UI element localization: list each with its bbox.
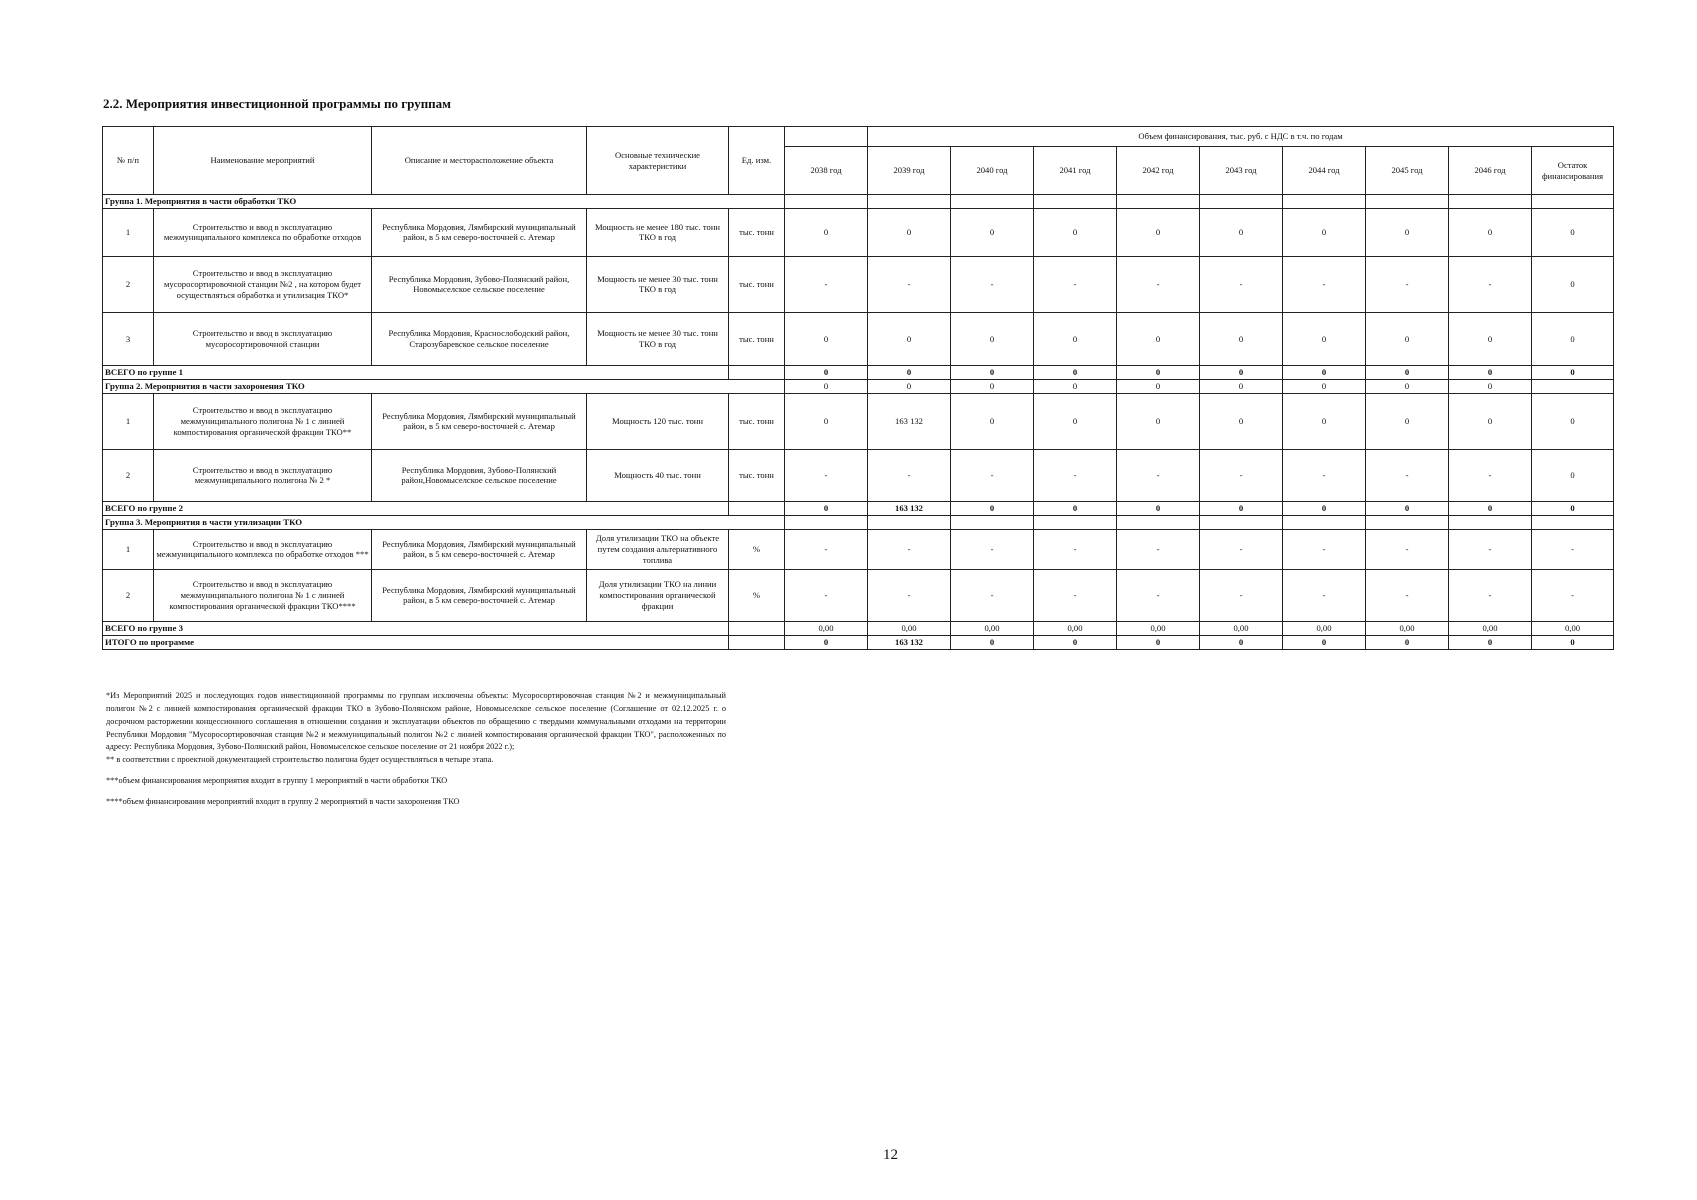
grand-total-value-cell: 0 (1283, 635, 1366, 649)
value-cell: - (1449, 529, 1532, 569)
grand-total-row (103, 635, 1614, 649)
row-number: 2 (103, 569, 154, 621)
object-location: Республика Мордовия, Краснослободский район, Старозубаревское сельское поселение (372, 312, 587, 365)
group-value-cell (785, 515, 868, 529)
total-value-cell: 0 (1283, 365, 1366, 379)
value-cell: 0 (1034, 312, 1117, 365)
value-cell: - (1200, 256, 1283, 312)
value-cell: - (1366, 256, 1449, 312)
value-cell: - (1200, 529, 1283, 569)
group-value-cell (1200, 515, 1283, 529)
row-number: 1 (103, 393, 154, 449)
value-cell: - (1449, 256, 1532, 312)
group-value-cell (868, 195, 951, 209)
total-value-cell: 0,00 (868, 621, 951, 635)
grand-total-value-cell: 0 (1200, 635, 1283, 649)
value-cell: - (1283, 449, 1366, 501)
total-value-cell: 0 (868, 365, 951, 379)
value-cell: 0 (1366, 312, 1449, 365)
row-number: 2 (103, 449, 154, 501)
group-value-cell (1532, 379, 1614, 393)
group-value-cell (1283, 515, 1366, 529)
value-cell: 0 (951, 393, 1034, 449)
value-cell: 0 (1200, 312, 1283, 365)
grand-total-value-cell: 163 132 (868, 635, 951, 649)
header-funding: Объем финансирования, тыс. руб. с НДС в т.ч. по годам (868, 127, 1614, 147)
value-cell: - (1532, 569, 1614, 621)
header-year: 2042 год (1117, 147, 1200, 195)
object-location: Республика Мордовия, Лямбирский муниципальный район, в 5 км северо-восточней с. Атемар (372, 569, 587, 621)
value-cell: 0 (1532, 449, 1614, 501)
value-cell: 0 (1034, 393, 1117, 449)
value-cell: 0 (1366, 208, 1449, 256)
value-cell: - (1366, 529, 1449, 569)
header-unit: Ед. изм. (729, 127, 785, 195)
header-year: 2040 год (951, 147, 1034, 195)
value-cell: - (1283, 569, 1366, 621)
total-value-cell: 0 (1283, 501, 1366, 515)
value-cell: - (1117, 256, 1200, 312)
footnote: ****объем финансирования мероприятий входит в группу 2 мероприятий в части захоронения ТКО (106, 797, 460, 807)
unit-cell: тыс. тонн (729, 208, 785, 256)
group-value-cell (1532, 515, 1614, 529)
total-value-cell: 0 (785, 365, 868, 379)
value-cell: - (951, 569, 1034, 621)
value-cell: - (868, 569, 951, 621)
group-value-cell: 0 (951, 379, 1034, 393)
value-cell: 163 132 (868, 393, 951, 449)
group-value-cell (1034, 195, 1117, 209)
value-cell: - (1532, 529, 1614, 569)
header-desc: Описание и месторасположение объекта (372, 127, 587, 195)
total-value-cell: 0 (1366, 365, 1449, 379)
value-cell: - (785, 449, 868, 501)
value-cell: - (1200, 569, 1283, 621)
object-location: Республика Мордовия, Лямбирский муниципальный район, в 5 км северо-восточней с. Атемар (372, 208, 587, 256)
group-value-cell (1366, 515, 1449, 529)
group-value-cell (868, 515, 951, 529)
group-value-cell: 0 (1200, 379, 1283, 393)
total-value-cell: 0,00 (1449, 621, 1532, 635)
value-cell: - (1283, 529, 1366, 569)
tech-characteristics: Мощность не менее 180 тыс. тонн ТКО в год (587, 208, 729, 256)
total-value-cell: 163 132 (868, 501, 951, 515)
grand-total-value-cell: 0 (1117, 635, 1200, 649)
total-label: ВСЕГО по группе 1 (103, 365, 729, 379)
total-value-cell: 0 (1200, 501, 1283, 515)
value-cell: - (868, 529, 951, 569)
total-value-cell: 0,00 (1200, 621, 1283, 635)
object-location: Республика Мордовия, Зубово-Полянский район,Новомыселское сельское поселение (372, 449, 587, 501)
table-row (103, 569, 1614, 621)
table-row (103, 529, 1614, 569)
value-cell: 0 (1532, 208, 1614, 256)
tech-characteristics: Мощность не менее 30 тыс. тонн ТКО в год (587, 312, 729, 365)
value-cell: 0 (1449, 208, 1532, 256)
header-year: 2045 год (1366, 147, 1449, 195)
group-total-row (103, 365, 1614, 379)
value-cell: - (868, 256, 951, 312)
total-value-cell: 0 (1034, 501, 1117, 515)
measure-name: Строительство и ввод в эксплуатацию межмуниципального полигона № 2 * (154, 449, 372, 501)
value-cell: 0 (951, 208, 1034, 256)
total-value-cell: 0 (1117, 501, 1200, 515)
tech-characteristics: Мощность 120 тыс. тонн (587, 393, 729, 449)
measure-name: Строительство и ввод в эксплуатацию мусоросортировочной станции (154, 312, 372, 365)
total-value-cell: 0 (951, 365, 1034, 379)
header-year: 2044 год (1283, 147, 1366, 195)
total-value-cell: 0 (1366, 501, 1449, 515)
value-cell: 0 (868, 312, 951, 365)
value-cell: - (785, 529, 868, 569)
group-value-cell (1283, 195, 1366, 209)
total-label: ВСЕГО по группе 2 (103, 501, 729, 515)
value-cell: 0 (1449, 393, 1532, 449)
group-value-cell: 0 (868, 379, 951, 393)
value-cell: 0 (1532, 393, 1614, 449)
value-cell: - (1117, 569, 1200, 621)
header-tech: Основные технические характеристики (587, 127, 729, 195)
header-year: 2039 год (868, 147, 951, 195)
value-cell: 0 (951, 312, 1034, 365)
group-title: Группа 3. Мероприятия в части утилизации ТКО (103, 515, 785, 529)
unit-cell: тыс. тонн (729, 393, 785, 449)
value-cell: 0 (785, 312, 868, 365)
group-value-cell (951, 195, 1034, 209)
total-value-cell: 0 (1532, 501, 1614, 515)
unit-cell: тыс. тонн (729, 449, 785, 501)
header-remainder: Остаток финансирования (1532, 147, 1614, 195)
object-location: Республика Мордовия, Лямбирский муниципальный район, в 5 км северо-восточней с. Атемар (372, 393, 587, 449)
header-year: 2038 год (785, 147, 868, 195)
total-value-cell: 0 (1200, 365, 1283, 379)
total-label: ВСЕГО по группе 3 (103, 621, 729, 635)
value-cell: 0 (1117, 312, 1200, 365)
value-cell: - (868, 449, 951, 501)
measure-name: Строительство и ввод в эксплуатацию межмуниципального полигона № 1 с линией компостирования органической фракции ТКО** (154, 393, 372, 449)
group-value-cell (1449, 195, 1532, 209)
group-value-cell (785, 195, 868, 209)
object-location: Республика Мордовия, Зубово-Полянский район, Новомыселское сельское поселение (372, 256, 587, 312)
group-value-cell (1532, 195, 1614, 209)
value-cell: 0 (1532, 312, 1614, 365)
value-cell: 0 (1200, 393, 1283, 449)
total-unit-cell (729, 365, 785, 379)
value-cell: - (1034, 529, 1117, 569)
value-cell: - (785, 256, 868, 312)
group-value-cell: 0 (1366, 379, 1449, 393)
value-cell: - (1366, 449, 1449, 501)
total-unit-cell (729, 501, 785, 515)
value-cell: 0 (1449, 312, 1532, 365)
tech-characteristics: Мощность не менее 30 тыс. тонн ТКО в год (587, 256, 729, 312)
total-value-cell: 0,00 (785, 621, 868, 635)
tech-characteristics: Доля утилизации ТКО на линии компостирования органической фракции (587, 569, 729, 621)
value-cell: 0 (1117, 393, 1200, 449)
group-value-cell: 0 (1034, 379, 1117, 393)
total-unit-cell (729, 621, 785, 635)
total-value-cell: 0,00 (951, 621, 1034, 635)
value-cell: 0 (785, 208, 868, 256)
value-cell: 0 (1532, 256, 1614, 312)
unit-cell: % (729, 569, 785, 621)
total-value-cell: 0,00 (1532, 621, 1614, 635)
total-value-cell: 0 (1449, 365, 1532, 379)
group-value-cell (1200, 195, 1283, 209)
value-cell: - (1034, 449, 1117, 501)
header-year: 2046 год (1449, 147, 1532, 195)
value-cell: 0 (1366, 393, 1449, 449)
value-cell: - (1449, 449, 1532, 501)
header-blank (785, 127, 868, 147)
total-value-cell: 0 (785, 501, 868, 515)
value-cell: - (1034, 569, 1117, 621)
total-value-cell: 0 (1034, 365, 1117, 379)
unit-cell: тыс. тонн (729, 312, 785, 365)
value-cell: - (1283, 256, 1366, 312)
value-cell: - (951, 449, 1034, 501)
value-cell: 0 (785, 393, 868, 449)
value-cell: 0 (1283, 312, 1366, 365)
group-value-cell: 0 (1449, 379, 1532, 393)
header-num: № п/п (103, 127, 154, 195)
section-title: 2.2. Мероприятия инвестиционной программы по группам (103, 96, 452, 111)
header-name: Наименование мероприятий (154, 127, 372, 195)
value-cell: - (1366, 569, 1449, 621)
tech-characteristics: Доля утилизации ТКО на объекте путем создания альтернативного топлива (587, 529, 729, 569)
unit-cell: % (729, 529, 785, 569)
investment-table (102, 126, 1614, 650)
table-body (103, 195, 1614, 650)
header-year: 2041 год (1034, 147, 1117, 195)
value-cell: 0 (1283, 208, 1366, 256)
group-value-cell: 0 (1283, 379, 1366, 393)
group-header-row (103, 515, 1614, 529)
value-cell: - (951, 256, 1034, 312)
total-value-cell: 0 (951, 501, 1034, 515)
grand-total-label: ИТОГО по программе (103, 635, 729, 649)
footnotes (106, 690, 726, 809)
row-number: 3 (103, 312, 154, 365)
header-year: 2043 год (1200, 147, 1283, 195)
total-value-cell: 0 (1449, 501, 1532, 515)
total-value-cell: 0,00 (1117, 621, 1200, 635)
table-row (103, 393, 1614, 449)
value-cell: - (1117, 529, 1200, 569)
value-cell: - (1449, 569, 1532, 621)
footnote: *Из Мероприятий 2025 и последующих годов инвестиционной программы по группам исключены объекты: Мусоросортировочная станция №2 и межмуниципальный полигон №2 с линией компостирования органической фракции ТКО в Зубово-Полянском районе, Новомыселское сельское поселение (Соглашение от 02.12.2025 г. о досрочном расторжении концессионного соглашения в отношении создания и эксплуатации объектов по обращению с твердыми коммунальными отходами на территории Республики Мордовия "Мусоросортировочная станция №2 и межмуниципальный полигон №2 с линией компостирования органической фракции ТКО", расположенных по адресу: Республика Мордовия, Зубово-Полянский район, Новомыселское сельское поселение от 21 ноября 2022 г.); (106, 691, 726, 752)
group-total-row (103, 621, 1614, 635)
group-value-cell (951, 515, 1034, 529)
group-value-cell (1449, 515, 1532, 529)
table-row (103, 256, 1614, 312)
measure-name: Строительство и ввод в эксплуатацию межмуниципального полигона № 1 с линией компостирования органической фракции ТКО**** (154, 569, 372, 621)
group-title: Группа 1. Мероприятия в части обработки ТКО (103, 195, 785, 209)
row-number: 1 (103, 208, 154, 256)
group-total-row (103, 501, 1614, 515)
value-cell: - (1117, 449, 1200, 501)
total-value-cell: 0,00 (1283, 621, 1366, 635)
value-cell: - (1200, 449, 1283, 501)
footnote: ** в соответствии с проектной документацией строительство полигона будет осуществляться в четыре этапа. (106, 755, 494, 765)
value-cell: 0 (1034, 208, 1117, 256)
object-location: Республика Мордовия, Лямбирский муниципальный район, в 5 км северо-восточней с. Атемар (372, 529, 587, 569)
value-cell: 0 (1117, 208, 1200, 256)
measure-name: Строительство и ввод в эксплуатацию мусоросортировочной станции №2 , на котором будет осуществляться обработка и утилизация ТКО* (154, 256, 372, 312)
measure-name: Строительство и ввод в эксплуатацию межмуниципального комплекса по обработке отходов *** (154, 529, 372, 569)
grand-total-value-cell: 0 (785, 635, 868, 649)
group-value-cell (1117, 515, 1200, 529)
table-row (103, 312, 1614, 365)
grand-total-value-cell: 0 (951, 635, 1034, 649)
total-value-cell: 0 (1532, 365, 1614, 379)
measure-name: Строительство и ввод в эксплуатацию межмуниципального комплекса по обработке отходов (154, 208, 372, 256)
grand-total-value-cell: 0 (1532, 635, 1614, 649)
page-number: 12 (883, 1147, 898, 1163)
footnote: ***объем финансирования мероприятия входит в группу 1 мероприятий в части обработки ТКО (106, 776, 448, 786)
group-value-cell (1366, 195, 1449, 209)
group-value-cell (1034, 515, 1117, 529)
group-header-row (103, 195, 1614, 209)
row-number: 2 (103, 256, 154, 312)
total-value-cell: 0,00 (1034, 621, 1117, 635)
value-cell: - (1034, 256, 1117, 312)
row-number: 1 (103, 529, 154, 569)
value-cell: - (951, 529, 1034, 569)
tech-characteristics: Мощность 40 тыс. тонн (587, 449, 729, 501)
group-header-row (103, 379, 1614, 393)
grand-total-value-cell: 0 (1366, 635, 1449, 649)
grand-total-value-cell: 0 (1449, 635, 1532, 649)
value-cell: - (785, 569, 868, 621)
group-title: Группа 2. Мероприятия в части захоронения ТКО (103, 379, 785, 393)
group-value-cell: 0 (1117, 379, 1200, 393)
group-value-cell: 0 (785, 379, 868, 393)
value-cell: 0 (1200, 208, 1283, 256)
table-row (103, 449, 1614, 501)
total-value-cell: 0 (1117, 365, 1200, 379)
table-row (103, 208, 1614, 256)
total-value-cell: 0,00 (1366, 621, 1449, 635)
grand-total-value-cell: 0 (1034, 635, 1117, 649)
value-cell: 0 (1283, 393, 1366, 449)
group-value-cell (1117, 195, 1200, 209)
value-cell: 0 (868, 208, 951, 256)
grand-total-unit-cell (729, 635, 785, 649)
unit-cell: тыс. тонн (729, 256, 785, 312)
